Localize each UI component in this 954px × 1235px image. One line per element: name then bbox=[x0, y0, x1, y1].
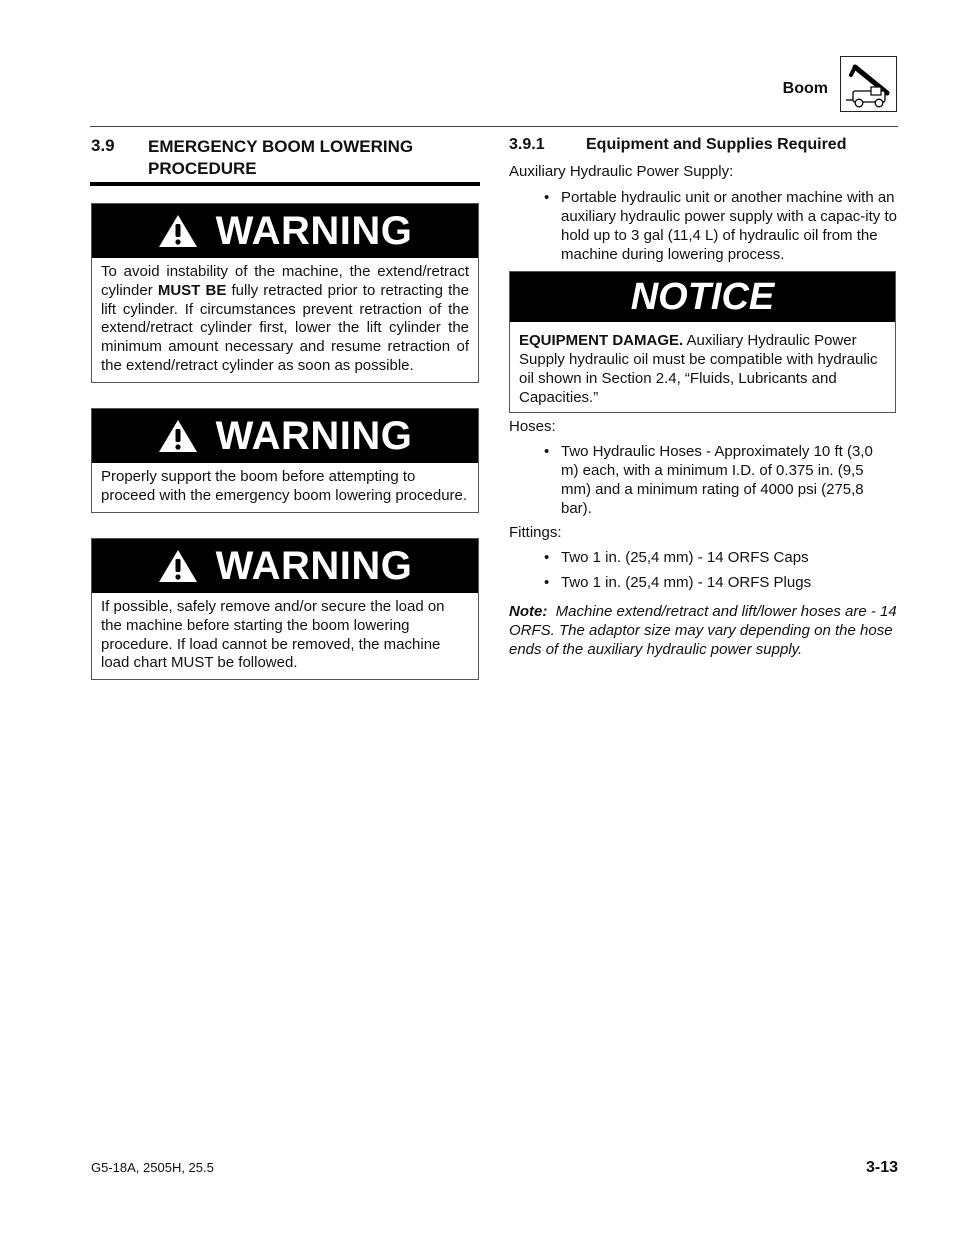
section-number: 3.9 bbox=[91, 136, 115, 155]
fittings-bullet-plugs: • Two 1 in. (25,4 mm) - 14 ORFS Plugs bbox=[544, 573, 901, 592]
section-title: EMERGENCY BOOM LOWERING PROCEDURE bbox=[148, 137, 414, 178]
notice-box bbox=[509, 271, 896, 413]
warning-box-2 bbox=[91, 408, 479, 513]
warning-banner-label: WARNING bbox=[215, 413, 413, 458]
warning-banner-1 bbox=[92, 204, 478, 258]
header-section-label: Boom bbox=[782, 80, 828, 97]
warning-triangle-icon bbox=[158, 214, 198, 248]
warning-text-1: To avoid instability of the machine, the extend/retract cylinder MUST BE fully retracted prior to retracting the lift cylinder. If circumstances prevent retraction of the extend/retract cylinder first, lower the lift cylinder the minimum amount necessary and resume retraction of the extend/retract cylinder as soon as possible. bbox=[101, 263, 469, 374]
warning-text-3: If possible, safely remove and/or secure the load on the machine before starting the boom lowering procedure. If load cannot be removed, the machine load chart MUST be followed. bbox=[101, 598, 445, 672]
warning-box-1 bbox=[91, 203, 479, 383]
note-label: Note: bbox=[509, 603, 548, 620]
hoses-label: Hoses: bbox=[509, 418, 556, 435]
notice-banner: NOTICE bbox=[510, 272, 895, 322]
warning-banner-3 bbox=[92, 539, 478, 593]
fittings-label: Fittings: bbox=[509, 524, 562, 541]
note-text: Machine extend/retract and lift/lower hoses are - 14 ORFS. The adaptor size may vary depending on the hose ends of the auxiliary hydraulic power supply. bbox=[509, 603, 897, 658]
warning-text-2: Properly support the boom before attempting to proceed with the emergency boom lowering procedure. bbox=[101, 468, 468, 504]
header-divider bbox=[90, 126, 898, 127]
subsection-title: Equipment and Supplies Required bbox=[586, 136, 847, 153]
fittings-bullet-caps: • Two 1 in. (25,4 mm) - 14 ORFS Caps bbox=[544, 548, 901, 567]
warning-banner-2 bbox=[92, 409, 478, 463]
footer-model-list: G5-18A, 2505H, 25.5 bbox=[91, 1160, 214, 1175]
telehandler-boom-icon bbox=[840, 56, 897, 112]
notice-emphasis: EQUIPMENT DAMAGE. bbox=[519, 332, 684, 349]
warning-triangle-icon bbox=[158, 549, 198, 583]
aux-supply-label: Auxiliary Hydraulic Power Supply: bbox=[509, 163, 734, 180]
page-number: 3-13 bbox=[865, 1159, 898, 1176]
note-paragraph bbox=[509, 602, 899, 659]
aux-supply-bullet: • Portable hydraulic unit or another machine with an auxiliary hydraulic power supply with a capac-ity to hold up to 3 gal (11,4 L) of hydraulic oil from the machine during lowering process. bbox=[544, 188, 917, 264]
warning-banner-label: WARNING bbox=[215, 543, 413, 588]
subsection-number: 3.9.1 bbox=[509, 136, 545, 153]
notice-text: EQUIPMENT DAMAGE. Auxiliary Hydraulic Power Supply hydraulic oil must be compatible with hydraulic oil shown in Section 2.4, “Fluids, Lubricants and Capacities.” bbox=[519, 332, 878, 406]
warning-banner-label: WARNING bbox=[215, 208, 413, 253]
warning-triangle-icon bbox=[158, 419, 198, 453]
hoses-bullet: • Two Hydraulic Hoses - Approximately 10 ft (3,0 m) each, with a minimum I.D. of 0.375 in. (9,5 mm) and a minimum rating of 4000 psi (275,8 bar). bbox=[544, 442, 891, 518]
warning-box-3 bbox=[91, 538, 479, 680]
emphasis-must-be: MUST BE bbox=[157, 281, 227, 299]
section-title-rule bbox=[90, 182, 480, 186]
